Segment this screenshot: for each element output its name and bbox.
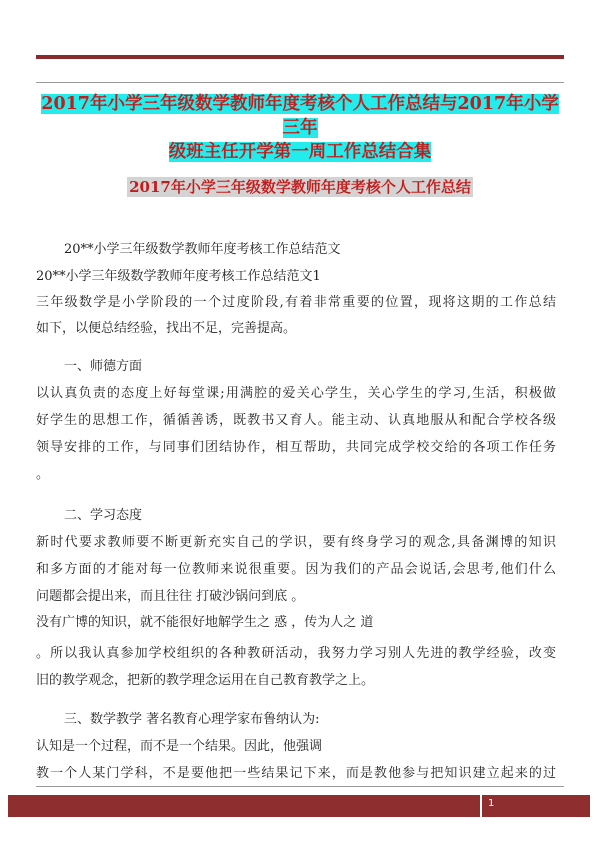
body-line: 如下，以便总结经验，找出不足，完善提高。 <box>36 321 297 336</box>
body-line: 好学生的思想工作，循循善诱，既教书又育人。能主动、认真地服从和配合学校各级 <box>36 413 556 428</box>
section-heading: 一、师德方面 <box>64 359 143 374</box>
section-title-text: 2017年小学三年级数学教师年度考核个人工作总结 <box>129 178 471 196</box>
body-line: 20**小学三年级数学教师年度考核工作总结范文 <box>64 242 341 257</box>
body-line: 新时代要求教师要不断更新充实自己的学识，要有终身学习的观念,具备渊博的知识 <box>36 535 556 550</box>
body-line: 认知是一个过程，而不是一个结果。因此，他强调 <box>36 739 323 754</box>
body-line: 问题都会提出来，而且往往 打破沙锅问到底 。 <box>36 589 305 604</box>
section-heading: 三、数学教学 著名教育心理学家布鲁纳认为: <box>64 712 320 727</box>
body-line: 20**小学三年级数学教师年度考核工作总结范文1 <box>36 269 321 284</box>
footer-bar-left <box>8 795 480 817</box>
header-rule-bar <box>36 55 564 59</box>
body-line: 和多方面的才能对每一位教师来说很重要。因为我们的产品会说话,会思考,他们什么 <box>36 562 556 577</box>
body-line: 三年级数学是小学阶段的一个过度阶段,有着非常重要的位置，现将这期的工作总结 <box>36 295 556 310</box>
document-title-line-1: 2017年小学三年级数学教师年度考核个人工作总结与2017年小学三年 <box>41 94 559 138</box>
body-line: 没有广博的知识，就不能很好地解学生之 惑 ，传为人之 道 <box>36 615 374 630</box>
footer-divider <box>36 786 564 787</box>
section-heading: 二、学习态度 <box>64 508 143 523</box>
body-line: 。 <box>36 467 50 482</box>
header-divider <box>36 82 564 83</box>
body-line: 旧的教学观念，把新的教学理念运用在自己教育教学之上。 <box>36 673 375 688</box>
document-title <box>36 92 564 164</box>
document-title-line-2: 级班主任开学第一周工作总结合集 <box>168 142 432 162</box>
section-title <box>36 176 564 198</box>
body-line: 领导安排的工作，与同事们团结协作，相互帮助，共同完成学校交给的各项工作任务 <box>36 440 556 455</box>
body-line: 以认真负责的态度上好每堂课;用满腔的爱关心学生，关心学生的学习,生活，积极做 <box>36 386 556 401</box>
footer-bar-right <box>482 795 590 817</box>
body-line: 教一个人某门学科，不是要他把一些结果记下来，而是教他参与把知识建立起来的过 <box>36 766 556 781</box>
page-number: 1 <box>488 798 495 809</box>
body-line: 。所以我认真参加学校组织的各种教研活动，我努力学习别人先进的教学经验，改变 <box>36 646 556 661</box>
